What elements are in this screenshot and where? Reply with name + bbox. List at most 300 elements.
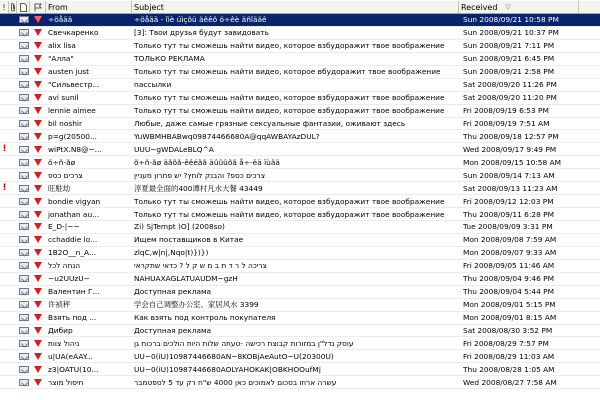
attachment-cell [9,143,17,155]
received-cell: Thu 2008/08/28 1:05 AM [463,364,555,374]
message-type-cell [17,247,30,259]
attachment-cell [9,79,17,91]
envelope-icon [19,288,29,295]
envelope-icon [19,94,29,101]
flag-cell[interactable] [30,312,46,324]
flag-cell[interactable] [30,273,46,285]
subject-cell: עשרה ארוזו בסכום לאמוכים כאן 4000 ש"ח רק עד 5 לספטמבר [134,377,337,387]
message-row[interactable] [0,27,600,40]
message-row[interactable] [0,130,600,143]
red-flag-icon [34,81,42,88]
envelope-icon [19,314,29,321]
flag-cell[interactable] [30,286,46,298]
envelope-icon [19,275,29,282]
attachment-cell [9,182,17,194]
attachment-cell [9,156,17,168]
from-cell: חיסול מוצר [48,377,84,387]
received-cell: Sat 2008/09/20 11:20 PM [463,93,557,103]
received-cell: Fri 2008/09/05 11:46 AM [463,261,555,271]
importance-cell [0,130,9,142]
subject-cell: NAHUAXAGLATUAUDM~gzH [134,274,238,284]
flag-cell[interactable] [30,130,46,142]
from-cell: Дибир [48,325,73,335]
subject-cell: Доступная реклама [134,325,212,335]
attachment-cell [9,234,17,246]
flag-cell[interactable] [30,363,46,375]
received-cell: Sat 2008/08/30 3:52 PM [463,325,553,335]
flag-cell[interactable] [30,234,46,246]
message-row[interactable] [0,337,600,350]
envelope-icon [19,42,29,49]
attachment-cell [9,247,17,259]
attachment-cell [9,92,17,104]
subject-cell: пассылки [134,80,172,90]
envelope-icon [19,198,29,205]
received-cell: Fri 2008/08/29 11:03 AM [463,351,555,361]
from-cell: 1B2O__n_A... [48,248,97,258]
from-cell: avi sunil [48,93,79,103]
subject-cell: zlqC,w|n|,Nqo|t)})}) [134,248,209,258]
flag-cell[interactable] [30,221,46,233]
from-cell: z3|OATU(10... [48,364,99,374]
importance-cell [0,143,9,155]
received-cell: Sun 2008/09/14 7:13 AM [463,170,555,180]
flag-cell[interactable] [30,247,46,259]
received-cell: Sat 2008/09/13 11:23 AM [463,183,558,193]
flag-cell[interactable] [30,260,46,272]
received-cell: Wed 2008/09/17 9:49 PM [463,144,557,154]
message-row[interactable] [0,105,600,118]
received-cell: Mon 2008/09/01 5:15 PM [463,300,556,310]
importance-cell [0,66,9,78]
envelope-icon [19,185,29,192]
column-attachment[interactable] [9,1,17,13]
message-type-cell [17,130,30,142]
importance-cell [0,273,9,285]
column-type[interactable] [17,1,30,13]
red-flag-icon [34,94,42,101]
red-flag-icon [34,275,42,282]
envelope-icon [19,133,29,140]
subject-cell: Только тут ты сможешь найти видео, которое взбудоражит твое воображение [134,93,445,103]
received-cell: Mon 2008/09/08 7:59 AM [463,235,557,245]
red-flag-icon [34,120,42,127]
flag-cell[interactable] [30,105,46,117]
red-flag-icon [34,379,42,386]
attachment-cell [9,376,17,388]
red-flag-icon [34,68,42,75]
subject-cell: 学会自己调整办公室、家居风水 3399 [134,300,259,310]
received-cell: Sun 2008/09/21 10:37 PM [463,28,559,38]
message-type-cell [17,376,30,388]
message-row[interactable] [0,92,600,105]
subject-cell: YuWBMHBABwq09874466680A@qqAWBAYAzDUL? [134,131,320,141]
subject-header-label: Subject [134,2,164,12]
flag-cell[interactable] [30,182,46,194]
red-flag-icon [34,198,42,205]
red-flag-icon [34,172,42,179]
attachment-cell [9,260,17,272]
flag-cell[interactable] [30,118,46,130]
message-row[interactable] [0,376,600,389]
received-cell: Thu 2008/09/11 6:28 PM [463,209,554,219]
red-flag-icon [34,301,42,308]
envelope-icon [19,16,29,23]
flag-cell[interactable] [30,208,46,220]
importance-cell [0,118,9,130]
attachment-cell [9,363,17,375]
received-cell: Sun 2008/09/21 10:58 PM [463,15,559,25]
message-row[interactable] [0,79,600,92]
message-row[interactable] [0,40,600,53]
flag-cell[interactable] [30,66,46,78]
message-row[interactable] [0,208,600,221]
importance-cell [0,247,9,259]
flag-cell[interactable] [30,27,46,39]
red-flag-icon [34,366,42,373]
attachment-cell [9,40,17,52]
attachment-cell [9,312,17,324]
from-cell: "Алла" [48,54,74,64]
subject-cell: צריכה ל ר ד ת ב מ ש ק ל ? כדאי שתקראי [134,261,267,271]
red-flag-icon [34,249,42,256]
from-cell: ~u2UUzU~ [48,274,90,284]
received-cell: Wed 2008/08/27 7:58 AM [463,377,557,387]
message-type-cell [17,299,30,311]
attachment-cell [9,299,17,311]
from-cell: cchaddie lo... [48,235,98,245]
message-row[interactable] [0,118,600,131]
importance-cell [0,156,9,168]
message-row[interactable] [0,195,600,208]
from-cell: lennie aimee [48,106,96,116]
message-type-cell [17,27,30,39]
red-flag-icon [34,211,42,218]
message-type-cell [17,208,30,220]
from-cell: Взять под ... [48,313,97,323]
flag-cell[interactable] [30,92,46,104]
subject-cell: Zi) SjTempt )O] (2008so) [134,222,225,232]
from-cell: צרכים כספ [48,170,83,180]
from-cell: alix lisa [48,41,76,51]
attachment-cell [9,27,17,39]
importance-cell [0,182,9,194]
importance-cell [0,312,9,324]
received-header-label: Received [461,2,498,12]
message-row[interactable] [0,286,600,299]
flag-cell[interactable] [30,195,46,207]
importance-cell [0,234,9,246]
red-flag-icon [34,107,42,114]
document-icon [20,3,27,12]
from-cell: p=g(20500... [48,131,98,141]
from-header-label: From [48,2,68,12]
message-row[interactable] [0,14,600,27]
envelope-icon [19,55,29,62]
importance-cell [0,376,9,388]
envelope-icon [19,29,29,36]
message-type-cell [17,182,30,194]
importance-cell [0,208,9,220]
message-type-cell [17,195,30,207]
importance-cell [0,195,9,207]
message-row[interactable] [0,325,600,338]
attachment-cell [9,221,17,233]
importance-cell [0,105,9,117]
red-flag-icon [34,185,42,192]
flag-cell[interactable] [30,337,46,349]
subject-cell: Только тут ты сможешь найти видео, которое взбудоражит твое воображение [134,106,445,116]
envelope-icon [19,262,29,269]
envelope-icon [19,107,29,114]
flag-icon [34,3,42,12]
attachment-cell [9,273,17,285]
message-row[interactable] [0,247,600,260]
message-row[interactable] [0,312,600,325]
received-cell: Fri 2008/08/29 7:57 PM [463,338,549,348]
red-flag-icon [34,29,42,36]
message-type-cell [17,14,30,26]
red-flag-icon [34,159,42,166]
message-type-cell [17,143,30,155]
message-row[interactable] [0,299,600,312]
from-cell: Валентин Г... [48,287,100,297]
importance-cell [0,40,9,52]
subject-cell: UU~0(iU)10987446680AOLYAHOKAK|OBKHOOufM| [134,364,322,374]
attachment-cell [9,66,17,78]
subject-cell: 淳夏最全面的400谭村凡水大餐 43449 [134,183,263,193]
flag-cell[interactable] [30,376,46,388]
column-importance[interactable] [0,1,9,13]
received-cell: Fri 2008/09/19 6:53 PM [463,106,549,116]
importance-cell [0,14,9,26]
from-cell: jonathan au... [48,209,100,219]
importance-cell [0,337,9,349]
attachment-cell [9,208,17,220]
attachment-cell [9,118,17,130]
red-flag-icon [34,16,42,23]
importance-cell [0,363,9,375]
attachment-cell [9,337,17,349]
importance-cell [0,221,9,233]
message-type-cell [17,350,30,362]
importance-cell [0,92,9,104]
envelope-icon [19,159,29,166]
attachment-cell [9,286,17,298]
red-flag-icon [34,55,42,62]
message-row[interactable] [0,350,600,363]
red-flag-icon [34,146,42,153]
flag-cell[interactable] [30,156,46,168]
envelope-icon [19,249,29,256]
subject-cell: Ищем поставщиков в Китае [134,235,244,245]
message-type-cell [17,79,30,91]
envelope-icon [19,172,29,179]
message-row[interactable] [0,260,600,273]
from-cell: Свечкаренко [48,28,99,38]
message-type-cell [17,118,30,130]
red-flag-icon [34,133,42,140]
red-flag-icon [34,314,42,321]
message-row[interactable] [0,156,600,169]
message-type-cell [17,273,30,285]
envelope-icon [19,301,29,308]
column-subject[interactable] [132,1,459,13]
envelope-icon [19,236,29,243]
from-cell: E_D-|~~ [48,222,80,232]
message-type-cell [17,325,30,337]
from-cell: הנחה לכל [48,261,81,271]
flag-cell[interactable] [30,79,46,91]
envelope-icon [19,366,29,373]
importance-cell [0,53,9,65]
subject-cell: UU~0(iU)10987446680AN~8KOBjAeAutO~U(20300U) [134,351,334,361]
flag-cell[interactable] [30,169,46,181]
column-from[interactable] [46,1,132,13]
importance-cell [0,260,9,272]
importance-cell [0,325,9,337]
subject-cell: Доступная реклама [134,287,212,297]
message-type-cell [17,40,30,52]
subject-cell: עוסק נדל"ן במזורות קבוצת רכישה -טעתה שלות היות הולכים ברכות גן [134,338,354,348]
red-flag-icon [34,223,42,230]
flag-cell[interactable] [30,53,46,65]
subject-cell: [3]: Твои друзья будут завидовать [134,28,269,38]
envelope-icon [19,120,29,127]
flag-cell[interactable] [30,143,46,155]
message-row[interactable] [0,363,600,376]
message-type-cell [17,169,30,181]
message-row[interactable] [0,169,600,182]
received-cell: Thu 2008/09/04 9:46 PM [463,274,554,284]
received-cell: Fri 2008/09/19 7:51 AM [463,118,550,128]
column-filler [579,1,600,13]
message-type-cell [17,363,30,375]
message-type-cell [17,105,30,117]
attachment-cell [9,53,17,65]
subject-cell: Только тут ты сможешь найти видео, которое вбудоражит твое воображение [134,67,441,77]
from-cell: wiPtX.N8@~... [48,144,102,154]
message-row[interactable] [0,234,600,247]
received-cell: Sun 2008/09/21 7:11 PM [463,41,555,51]
received-cell: Mon 2008/09/01 8:15 AM [463,313,557,323]
message-type-cell [17,234,30,246]
message-rows [0,14,600,389]
importance-cell [0,79,9,91]
importance-cell [0,27,9,39]
attachment-cell [9,350,17,362]
flag-cell[interactable] [30,299,46,311]
from-cell: õ÷ñ-ãø [48,157,76,167]
from-cell: 许祯秤 [48,300,71,310]
received-cell: Mon 2008/09/15 10:58 AM [463,157,561,167]
received-cell: Sat 2008/09/20 11:26 PM [463,80,557,90]
from-cell: "Сильвестр... [48,80,100,90]
from-cell: u|UA(eAAY... [48,351,93,361]
subject-cell: Как взять под контроль покупателя [134,313,276,323]
flag-cell[interactable] [30,350,46,362]
column-flag[interactable] [30,1,46,13]
subject-cell: Любые, даже самые грязные сексуальные фантазии, оживают здесь [134,118,406,128]
from-cell: ניהול צוות [48,338,80,348]
message-row[interactable] [0,143,600,156]
message-type-cell [17,53,30,65]
received-cell: Mon 2008/09/07 9:33 AM [463,248,557,258]
attachment-cell [9,169,17,181]
message-type-cell [17,286,30,298]
attachment-cell [9,14,17,26]
received-cell: Fri 2008/09/12 12:03 PM [463,196,554,206]
envelope-icon [19,223,29,230]
received-cell: Thu 2008/09/18 12:57 PM [463,131,559,141]
red-flag-icon [34,262,42,269]
attachment-cell [9,195,17,207]
red-flag-icon [34,236,42,243]
red-flag-icon [34,340,42,347]
message-type-cell [17,92,30,104]
envelope-icon [19,81,29,88]
message-row[interactable] [0,53,600,66]
from-cell: bondie vigyan [48,196,101,206]
message-row[interactable] [0,221,600,234]
from-cell: 旺駐劫 [48,183,71,193]
from-cell: bil noshir [48,118,82,128]
importance-cell [0,350,9,362]
subject-cell: צרכים כספ? והבנק לוחץ? יש פתרון מעניין [134,170,266,180]
subject-cell: ÷öåää - îìè úìçõü äêêô ö÷êè äñîääê [134,15,267,25]
flag-cell[interactable] [30,40,46,52]
sort-descending-icon: ▽ [505,3,511,11]
subject-cell: Только тут ты сможешь найти видео, которое взбудоражит твое воображение [134,196,445,206]
importance-cell [0,286,9,298]
received-cell: Thu 2008/09/04 5:44 PM [463,287,554,297]
attachment-cell [9,325,17,337]
red-flag-icon [34,353,42,360]
envelope-icon [19,340,29,347]
flag-cell[interactable] [30,14,46,26]
from-cell: ÷öåää [48,15,73,25]
received-cell: Sun 2008/09/21 2:58 PM [463,67,555,77]
importance-cell [0,299,9,311]
importance-cell [0,169,9,181]
subject-cell: UUU~gWDALeBLQ^A [134,144,214,154]
high-importance-icon: ! [2,144,7,155]
envelope-icon [19,327,29,334]
attachment-cell [9,105,17,117]
attachment-cell [9,130,17,142]
envelope-icon [19,353,29,360]
paperclip-icon [10,3,16,12]
envelope-icon [19,68,29,75]
high-importance-icon: ! [2,183,7,194]
message-row[interactable] [0,66,600,79]
flag-cell[interactable] [30,325,46,337]
envelope-icon [19,211,29,218]
column-header-bar [0,0,600,14]
importance-icon: ! [2,2,6,12]
column-received[interactable] [459,1,579,13]
subject-cell: õ÷ñ-ãø äãõã-êêéãã äûûûõã å÷-ëä ïùãä [134,157,280,167]
message-row[interactable] [0,182,600,195]
from-cell: austen just [48,67,90,77]
message-row[interactable] [0,273,600,286]
message-type-cell [17,221,30,233]
red-flag-icon [34,327,42,334]
message-type-cell [17,260,30,272]
received-cell: Tue 2008/09/09 3:31 PM [463,222,553,232]
received-cell: Sun 2008/09/21 6:45 PM [463,54,555,64]
envelope-icon [19,146,29,153]
